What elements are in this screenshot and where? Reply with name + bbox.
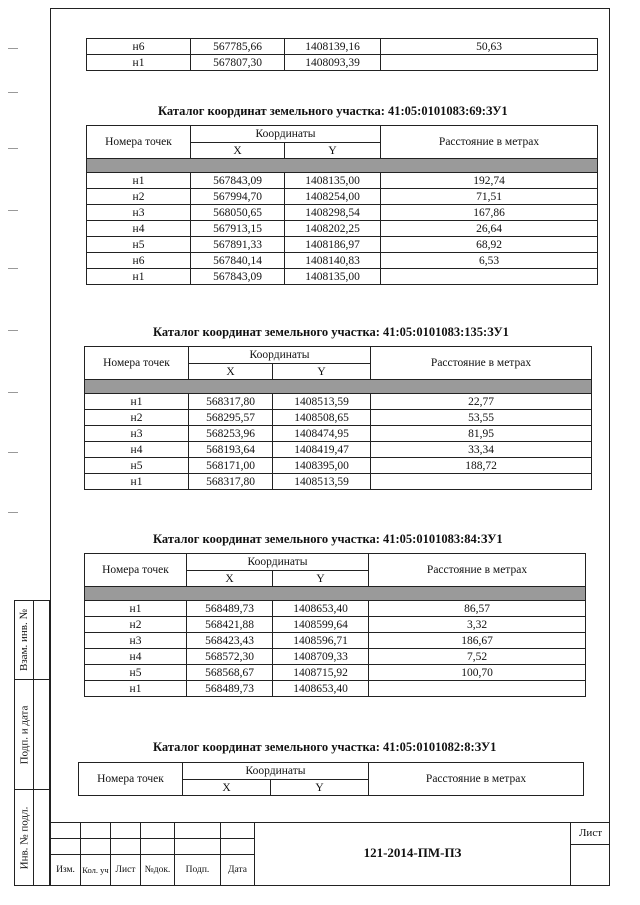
shaded-cell	[85, 587, 586, 601]
distance-cell: 53,55	[371, 410, 592, 426]
x-cell: 568317,80	[189, 474, 273, 490]
coord-table-69	[86, 125, 598, 285]
side-box-vzam	[14, 600, 50, 680]
x-cell: 568253,96	[189, 426, 273, 442]
table-title: Каталог координат земельного участка: 41:05:0101083:69:ЗУ1	[158, 104, 508, 118]
distance-cell: 71,51	[381, 189, 598, 205]
sheet-label: Лист	[570, 822, 610, 844]
y-cell: 1408298,54	[285, 205, 381, 221]
table-row	[85, 665, 586, 681]
distance-cell	[381, 55, 598, 71]
coord-table-84	[84, 553, 586, 697]
stamp-kol-uch: Кол. уч	[80, 854, 110, 886]
point-cell: н6	[87, 39, 191, 55]
binding-mark	[8, 148, 18, 149]
y-cell: 1408202,25	[285, 221, 381, 237]
y-cell: 1408140,83	[285, 253, 381, 269]
table-row	[85, 410, 592, 426]
col-distance-header: Расстояние в метрах	[371, 347, 592, 380]
table-row	[85, 426, 592, 442]
binding-mark	[8, 48, 18, 49]
col-x-header: X	[183, 780, 271, 796]
distance-cell	[369, 681, 586, 697]
y-cell: 1408596,71	[273, 633, 369, 649]
y-cell: 1408513,59	[273, 394, 371, 410]
x-cell: 568295,57	[189, 410, 273, 426]
col-y-header: Y	[273, 364, 371, 380]
distance-cell: 6,53	[381, 253, 598, 269]
distance-cell: 7,52	[369, 649, 586, 665]
stamp-izm: Изм.	[50, 854, 80, 886]
x-cell: 567891,33	[191, 237, 285, 253]
distance-cell: 33,34	[371, 442, 592, 458]
point-cell: н3	[87, 205, 191, 221]
x-cell: 567843,09	[191, 269, 285, 285]
point-cell: н2	[87, 189, 191, 205]
table-row	[85, 442, 592, 458]
point-cell: н2	[85, 617, 187, 633]
col-coords-header: Координаты	[187, 554, 369, 571]
coord-table-continued	[86, 38, 598, 71]
distance-cell: 188,72	[371, 458, 592, 474]
distance-cell: 22,77	[371, 394, 592, 410]
point-cell: н1	[85, 681, 187, 697]
header-row	[79, 763, 584, 780]
col-points-header: Номера точек	[85, 347, 189, 380]
x-cell: 567994,70	[191, 189, 285, 205]
table-row	[87, 253, 598, 269]
distance-cell: 3,32	[369, 617, 586, 633]
table-row	[87, 189, 598, 205]
table-row	[85, 474, 592, 490]
binding-mark	[8, 92, 18, 93]
x-cell: 567913,15	[191, 221, 285, 237]
point-cell: н5	[85, 665, 187, 681]
y-cell: 1408599,64	[273, 617, 369, 633]
stamp-data: Дата	[220, 854, 254, 886]
table-row	[85, 458, 592, 474]
coord-table-8	[78, 762, 584, 796]
table-row	[87, 237, 598, 253]
x-cell: 568050,65	[191, 205, 285, 221]
point-cell: н1	[85, 394, 189, 410]
table-row	[87, 173, 598, 189]
x-cell: 567840,14	[191, 253, 285, 269]
header-row	[85, 554, 586, 571]
y-cell: 1408653,40	[273, 601, 369, 617]
table-row	[85, 617, 586, 633]
point-cell: н6	[87, 253, 191, 269]
table-row	[87, 205, 598, 221]
distance-cell: 50,63	[381, 39, 598, 55]
distance-cell: 86,57	[369, 601, 586, 617]
distance-cell: 81,95	[371, 426, 592, 442]
distance-cell	[371, 474, 592, 490]
x-cell: 568572,30	[187, 649, 273, 665]
y-cell: 1408186,97	[285, 237, 381, 253]
y-cell: 1408419,47	[273, 442, 371, 458]
point-cell: н3	[85, 633, 187, 649]
col-points-header: Номера точек	[87, 126, 191, 159]
sheet-number	[570, 844, 610, 886]
point-cell: н1	[85, 601, 187, 617]
distance-cell: 192,74	[381, 173, 598, 189]
col-points-header: Номера точек	[79, 763, 183, 796]
table-row	[87, 269, 598, 285]
binding-mark	[8, 268, 18, 269]
y-cell: 1408093,39	[285, 55, 381, 71]
col-distance-header: Расстояние в метрах	[381, 126, 598, 159]
point-cell: н1	[87, 173, 191, 189]
header-row	[87, 126, 598, 143]
distance-cell: 26,64	[381, 221, 598, 237]
document-code: 121-2014-ПМ-ПЗ	[254, 822, 570, 886]
shaded-cell	[87, 159, 598, 173]
title-block	[50, 822, 610, 886]
distance-cell: 100,70	[369, 665, 586, 681]
x-cell: 568317,80	[189, 394, 273, 410]
y-cell: 1408474,95	[273, 426, 371, 442]
x-cell: 568193,64	[189, 442, 273, 458]
point-cell: н3	[85, 426, 189, 442]
table-row	[85, 601, 586, 617]
y-cell: 1408508,65	[273, 410, 371, 426]
x-cell: 567807,30	[191, 55, 285, 71]
side-label: Инв. № подл.	[18, 806, 30, 869]
distance-cell: 68,92	[381, 237, 598, 253]
side-label: Подп. и дата	[18, 705, 31, 764]
binding-mark	[8, 392, 18, 393]
point-cell: н4	[85, 442, 189, 458]
y-cell: 1408709,33	[273, 649, 369, 665]
point-cell: н2	[85, 410, 189, 426]
distance-cell: 186,67	[369, 633, 586, 649]
point-cell: н1	[87, 55, 191, 71]
side-label: Взам. инв. №	[18, 609, 30, 671]
col-coords-header: Координаты	[183, 763, 369, 780]
point-cell: н1	[85, 474, 189, 490]
stamp-ndok: №док.	[140, 854, 174, 886]
col-coords-header: Координаты	[191, 126, 381, 143]
col-x-header: X	[191, 143, 285, 159]
col-distance-header: Расстояние в метрах	[369, 554, 586, 587]
y-cell: 1408395,00	[273, 458, 371, 474]
col-x-header: X	[189, 364, 273, 380]
col-y-header: Y	[285, 143, 381, 159]
stamp-list: Лист	[110, 854, 140, 886]
x-cell: 568489,73	[187, 681, 273, 697]
col-y-header: Y	[273, 571, 369, 587]
table-title: Каталог координат земельного участка: 41:05:0101082:8:ЗУ1	[153, 740, 497, 754]
table-row	[85, 394, 592, 410]
binding-mark	[8, 210, 18, 211]
table-row	[87, 55, 598, 71]
y-cell: 1408139,16	[285, 39, 381, 55]
y-cell: 1408254,00	[285, 189, 381, 205]
side-box-inv	[14, 790, 50, 886]
x-cell: 568423,43	[187, 633, 273, 649]
shaded-row	[87, 159, 598, 173]
x-cell: 567843,09	[191, 173, 285, 189]
y-cell: 1408135,00	[285, 173, 381, 189]
x-cell: 568568,67	[187, 665, 273, 681]
col-y-header: Y	[271, 780, 369, 796]
x-cell: 567785,66	[191, 39, 285, 55]
table-row	[85, 649, 586, 665]
point-cell: н4	[85, 649, 187, 665]
distance-cell: 167,86	[381, 205, 598, 221]
point-cell: н5	[87, 237, 191, 253]
point-cell: н1	[87, 269, 191, 285]
table-title: Каталог координат земельного участка: 41:05:0101083:84:ЗУ1	[153, 532, 503, 546]
binding-mark	[8, 330, 18, 331]
col-coords-header: Координаты	[189, 347, 371, 364]
y-cell: 1408513,59	[273, 474, 371, 490]
shaded-row	[85, 380, 592, 394]
table-row	[87, 221, 598, 237]
x-cell: 568171,00	[189, 458, 273, 474]
shaded-row	[85, 587, 586, 601]
x-cell: 568421,88	[187, 617, 273, 633]
x-cell: 568489,73	[187, 601, 273, 617]
table-title: Каталог координат земельного участка: 41:05:0101083:135:ЗУ1	[153, 325, 509, 339]
col-distance-header: Расстояние в метрах	[369, 763, 584, 796]
binding-mark	[8, 452, 18, 453]
col-x-header: X	[187, 571, 273, 587]
y-cell: 1408715,92	[273, 665, 369, 681]
stamp-podp: Подп.	[174, 854, 220, 886]
distance-cell	[381, 269, 598, 285]
y-cell: 1408135,00	[285, 269, 381, 285]
table-row	[85, 681, 586, 697]
point-cell: н4	[87, 221, 191, 237]
shaded-cell	[85, 380, 592, 394]
header-row	[85, 347, 592, 364]
y-cell: 1408653,40	[273, 681, 369, 697]
point-cell: н5	[85, 458, 189, 474]
col-points-header: Номера точек	[85, 554, 187, 587]
coord-table-135	[84, 346, 592, 490]
side-box-podp	[14, 680, 50, 790]
table-row	[87, 39, 598, 55]
table-row	[85, 633, 586, 649]
binding-mark	[8, 512, 18, 513]
